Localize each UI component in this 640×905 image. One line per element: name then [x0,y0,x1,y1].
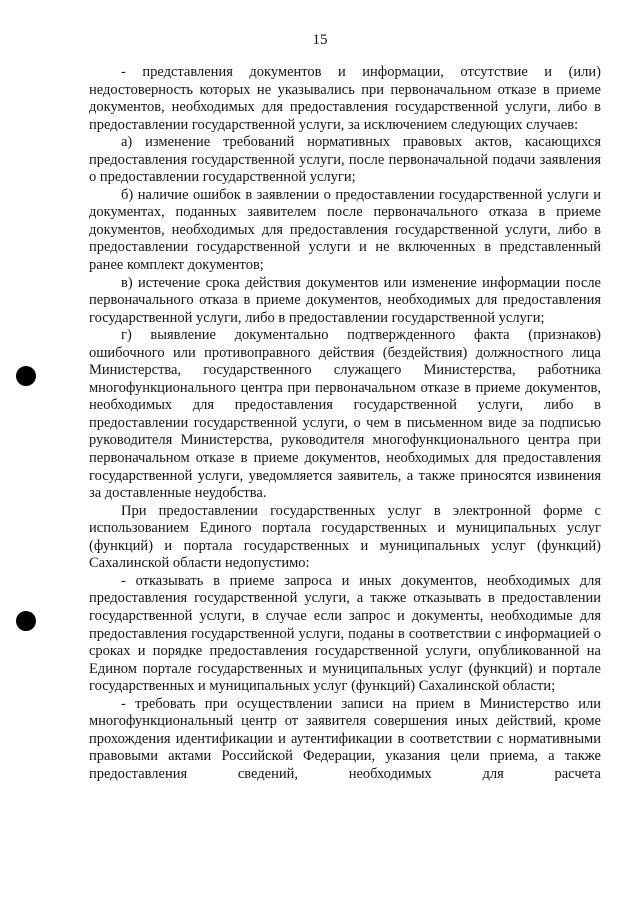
document-body [89,64,601,783]
paragraph-require-actions: - требовать при осуществлении записи на прием в Министерство или многофункциональный центр от заявителя совершения иных действий, кроме прохождения идентификации и аутентификации в соответствии с нормативными правовыми актами Российской Федерации, указания цели приема, а также предоставления сведений, необходимых для расчета [89,695,601,782]
paragraph-item-g: г) выявление документально подтвержденного факта (признаков) ошибочного или противоправного действия (бездействия) должностного лица Министерства, государственного служащего Министерства, работника многофункционального центра при первоначальном отказе в приеме документов, необходимых для предоставления государственной услуги, либо в предоставлении государственной услуги, о чем в письменном виде за подписью руководителя Министерства, руководителя многофункционального центра при первоначальном отказе в приеме документов, необходимых для предоставления государственной услуги, уведомляется заявитель, а также приносятся извинения за доставленные неудобства. [89,327,601,502]
paragraph-documents-not-specified: - представления документов и информации, отсутствие и (или) недостоверность которых не указывались при первоначальном отказе в приеме документов, необходимых для предоставления государственной услуги, либо в предоставлении государственной услуги, за исключением следующих случаев: [89,64,601,133]
paragraph-item-b: б) наличие ошибок в заявлении о предоставлении государственной услуги и документах, поданных заявителем после первоначального отказа в приеме документов, необходимых для предоставления государственной услуги, либо в предоставлении государственной услуги и не включенных в представленный ранее комплект документов; [89,186,601,274]
paragraph-item-a: а) изменение требований нормативных правовых актов, касающихся предоставления государственной услуги, после первоначальной подачи заявления о предоставлении государственной услуги; [89,134,601,186]
paragraph-item-v: в) истечение срока действия документов или изменение информации после первоначального отказа в приеме документов, необходимых для предоставления государственной услуги, либо в предоставлении государственной услуги; [89,274,601,326]
paragraph-refuse-request: - отказывать в приеме запроса и иных документов, необходимых для предоставления государственной услуги, а также отказывать в предоставлении государственной услуги, в случае если запрос и документы, необходимые для предоставления государственной услуги, поданы в соответствии с информацией о сроках и порядке предоставления государственной услуги, опубликованной на Едином портале государственных и муниципальных услуг (функций) и портале государственных и муниципальных услуг (функций) Сахалинской области; [89,572,601,695]
punch-hole-bottom [16,611,36,631]
page-number: 15 [312,32,328,48]
paragraph-electronic-services: При предоставлении государственных услуг в электронной форме с использованием Единого портала государственных и муниципальных услуг (функций) и портала государственных и муниципальных услуг (функций) Сахалинской области недопустимо: [89,502,601,572]
punch-hole-top [16,366,36,386]
